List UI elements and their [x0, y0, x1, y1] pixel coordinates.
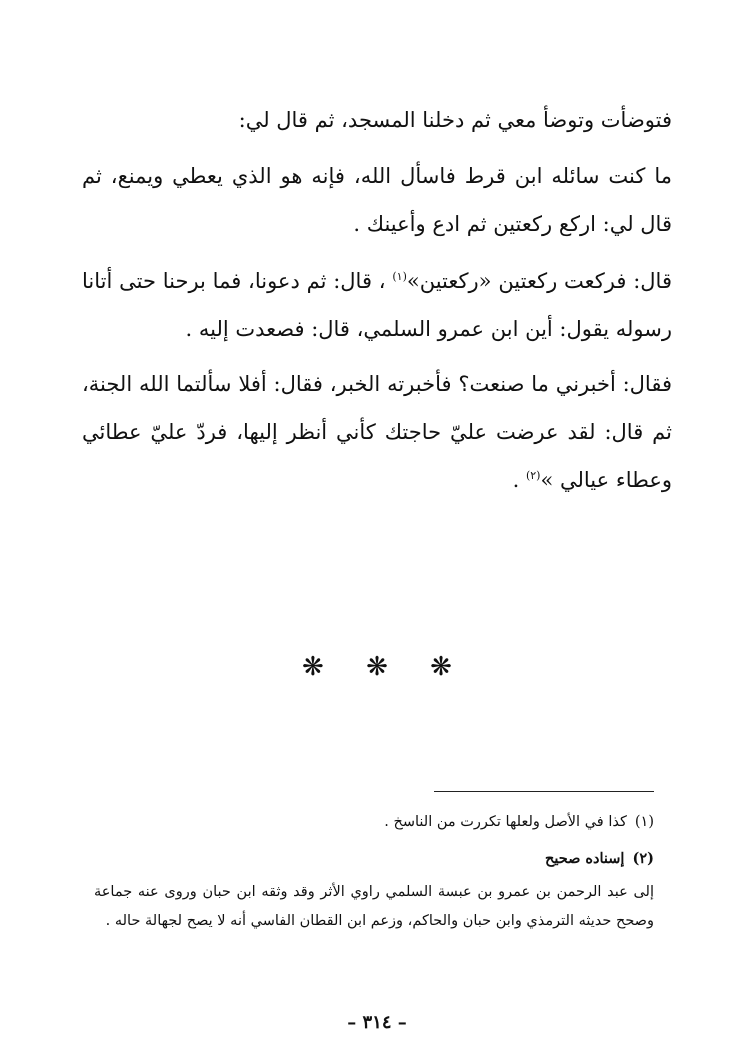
paragraph-4 [82, 360, 672, 504]
asterism-icon: ❋ [302, 652, 324, 682]
footnote-ref-2[interactable]: (٢) [525, 469, 541, 482]
footnote-1 [94, 808, 654, 837]
footnote-number: (٢) [632, 850, 654, 867]
paragraph-1: فتوضأت وتوضأ معي ثم دخلنا المسجد، ثم قال لي: [238, 108, 672, 132]
paragraph-2: ما كنت سائله ابن قرط فاسأل الله، فإنه هو الذي يعطي ويمنع، ثم قال لي: اركع ركعتين ثم ادع وأعينك . [82, 164, 672, 236]
paragraph-3 [82, 257, 672, 353]
footnote-2-body: إلى عبد الرحمن بن عمرو بن عبسة السلمي راوي الأثر وقد وثقه ابن حبان وروى عنه جماعة وصحح حديثه الترمذي وابن حبان والحاكم، وزعم ابن القطان الفاسي أنه لا يصح لجهالة حاله . [94, 884, 654, 929]
asterism-icon: ❋ [430, 652, 452, 682]
paragraph-4-text-b: . [512, 468, 526, 492]
footnote-separator [434, 791, 654, 792]
footnote-text: كذا في الأصل ولعلها تكررت من الناسخ . [384, 814, 627, 830]
asterism-icon: ❋ [366, 652, 388, 682]
section-divider-ornament [0, 652, 754, 682]
footnote-heading: إسناده صحيح [544, 850, 625, 867]
paragraph-4-text-a: فقال: أخبرني ما صنعت؟ فأخبرته الخبر، فقال: أفلا سألتما الله الجنة، ثم قال: لقد عرضت عليّ حاجتك كأني أنظر إليها، فردّ عليّ عطائي وعطاء عيالي » [82, 372, 672, 492]
paragraph-3-text-b: ، قال: ثم دعونا، فما برحنا حتى أتانا رسوله يقول: أين ابن عمرو السلمي، قال: فصعدت إليه . [82, 269, 672, 341]
footnote-ref-1[interactable]: (١) [392, 270, 407, 283]
footnote-2 [94, 844, 654, 873]
footnote-number: (١) [634, 814, 654, 830]
page-number: – ٣١٤ – [347, 1012, 407, 1033]
paragraph-3-text-a: قال: فركعت ركعتين «ركعتين» [406, 269, 672, 293]
